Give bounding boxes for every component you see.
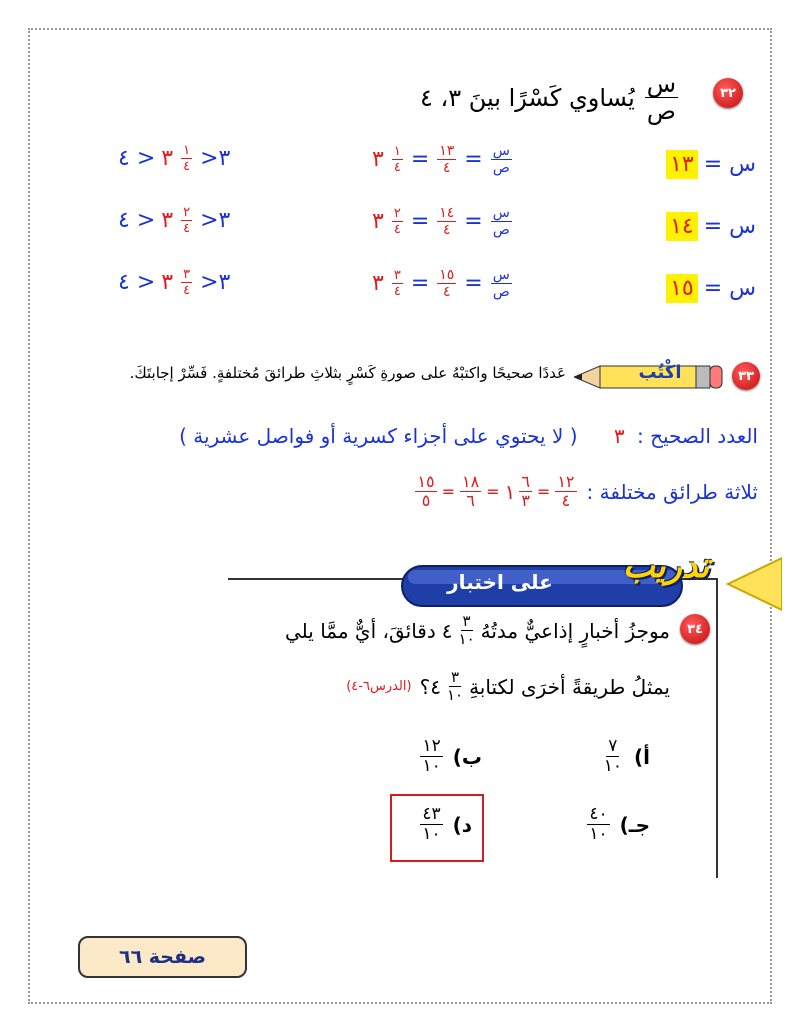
- q33-fraction-chain: $\frac{١٢}{٤}$ = $\frac{٦}{٣}$ ١ = $\frac{١٨}{٦}$ = $\frac{١٥}{٥}$: [417, 472, 575, 510]
- option-c-label: جـ): [619, 812, 650, 837]
- q33-frac-4-num: ١٥: [417, 472, 435, 491]
- answer-integer-value: ٣: [613, 424, 625, 448]
- eq-p: ص: [492, 284, 510, 300]
- mixed-num: ٢: [393, 206, 401, 221]
- q33-instruction: عَددًا صحيحًا واكتبْهُ على صورةِ كَسْرٍ بثلاثِ طرائقَ مُختلفةٍ. فَسِّرْ إجابتَكَ.: [129, 364, 566, 382]
- page-number-box: [78, 936, 247, 978]
- q34-line1-a: موجزُ أخبارٍ إذاعيٌّ مدتُهُ: [480, 618, 670, 643]
- q34-line1-num: ٣: [462, 612, 471, 630]
- q34-line1-b: دقائقَ، أيٌّ ممَّا يلي: [284, 618, 436, 643]
- q32-row-1-equation: $\frac{\text{س}}{\text{ص}}$ = $\frac{١٣}{٤}$ = $\frac{١}{٤}$ ٣: [372, 143, 510, 176]
- answer-label-integer: العدد الصحيح :: [636, 424, 758, 448]
- option-a-num: ٧: [608, 736, 618, 756]
- q32-statement-text: يُساوي كَسْرًا بينَ ٣، ٤: [420, 83, 635, 112]
- eq-s: س: [492, 267, 510, 283]
- option-b-num: ١٢: [422, 736, 441, 756]
- answer-note: ( لا يحتوي على أجزاء كسرية أو فواصل عشرية ): [179, 424, 578, 448]
- q32-row-3-equation: $\frac{\text{س}}{\text{ص}}$ = $\frac{١٥}{٤}$ = $\frac{٣}{٤}$ ٣: [372, 267, 510, 300]
- q32-row-2-s: [666, 212, 756, 241]
- ineq-whole: ٣: [161, 270, 174, 295]
- q34-line1: [285, 614, 670, 647]
- option-c[interactable]: [585, 806, 650, 843]
- q33-frac-1-num: ١٢: [557, 472, 575, 491]
- mixed-whole: ٣: [372, 209, 384, 234]
- ineq-left: ٤ >: [118, 146, 156, 171]
- mixed-den: ٤: [393, 284, 401, 299]
- s-value: ١٣: [666, 150, 698, 179]
- q32-row-3-inequality: [118, 268, 230, 297]
- option-c-den: ١٠: [589, 824, 608, 844]
- ineq-den: ٤: [183, 283, 191, 298]
- q33-frac-4-den: ٥: [421, 491, 431, 510]
- s-value: ١٤: [666, 212, 698, 241]
- page-number: صفحة ٦٦: [118, 946, 207, 968]
- q34-line2-den: ١٠: [446, 686, 464, 704]
- s-value: ١٥: [666, 274, 698, 303]
- s-label: س =: [703, 276, 756, 301]
- option-a-den: ١٠: [603, 756, 622, 776]
- q32-fraction: [645, 72, 678, 123]
- ineq-left: ٤ >: [118, 270, 156, 295]
- q32-row-2-equation: $\frac{\text{س}}{\text{ص}}$ = $\frac{١٤}{٤}$ = $\frac{٢}{٤}$ ٣: [372, 205, 510, 238]
- ineq-num: ١: [183, 143, 191, 158]
- ineq-num: ٣: [183, 267, 191, 282]
- q34-line2-a: يمثلُ طريقةً أخرَى لكتابةِ: [469, 674, 670, 699]
- option-c-num: ٤٠: [589, 804, 608, 824]
- lesson-reference: (الدرس٦-٤): [346, 679, 412, 694]
- question-number-33: ٣٣: [732, 362, 760, 390]
- option-b-label: ب): [452, 744, 482, 769]
- eq-num: ١٤: [439, 205, 455, 221]
- q33-frac-3-den: ٦: [466, 491, 475, 510]
- eq-p: ص: [492, 222, 510, 238]
- option-a[interactable]: [600, 738, 650, 775]
- q33-answer-line1: [179, 424, 758, 448]
- option-d[interactable]: [418, 806, 472, 843]
- question-number-34: ٣٤: [680, 614, 710, 644]
- banner-big-text: تدريب: [622, 546, 710, 586]
- mixed-whole: ٣: [372, 271, 384, 296]
- ineq-den: ٤: [183, 221, 191, 236]
- option-d-den: ١٠: [422, 824, 441, 844]
- option-b[interactable]: [418, 738, 482, 775]
- q33-answer-line2: [413, 474, 758, 509]
- option-d-num: ٤٣: [422, 804, 441, 824]
- eq-s: س: [492, 143, 510, 159]
- mixed-whole: ٣: [372, 147, 384, 172]
- q34-line2-tail: ؟: [419, 674, 431, 699]
- q33-mixed-whole: ١: [504, 479, 516, 504]
- eq-den: ٤: [443, 160, 451, 176]
- q34-line1-den: ١٠: [458, 630, 475, 648]
- q33-frac-2-den: ٣: [521, 491, 530, 510]
- ineq-whole: ٣: [161, 146, 174, 171]
- answer-label-ways: ثلاثة طرائق مختلفة :: [586, 479, 758, 504]
- q33-frac-3-num: ١٨: [461, 472, 480, 491]
- mixed-num: ١: [393, 144, 401, 159]
- q34-line2-num: ٣: [450, 668, 460, 686]
- eq-s: س: [492, 205, 510, 221]
- section-side-rule: [716, 578, 718, 878]
- option-d-label: د): [452, 812, 472, 837]
- q32-statement: [420, 72, 680, 123]
- s-label: س =: [703, 152, 756, 177]
- q32-row-3-s: [666, 274, 756, 303]
- ineq-num: ٢: [183, 205, 191, 220]
- s-label: س =: [703, 214, 756, 239]
- eq-num: ١٣: [439, 143, 455, 159]
- mixed-num: ٣: [393, 268, 401, 283]
- ineq-right: >٣: [200, 208, 231, 233]
- option-b-den: ١٠: [422, 756, 441, 776]
- q32-row-1-inequality: [118, 144, 230, 173]
- pencil-label: اكْتُب: [638, 362, 682, 383]
- ineq-whole: ٣: [161, 208, 174, 233]
- q32-frac-num: س: [646, 70, 677, 98]
- q32-row-2-inequality: [118, 206, 230, 235]
- q33-frac-2-num: ٦: [521, 472, 530, 491]
- q32-frac-den: ص: [646, 97, 676, 125]
- question-number-32: ٣٢: [713, 78, 743, 108]
- eq-p: ص: [492, 160, 510, 176]
- ineq-den: ٤: [183, 159, 191, 174]
- q34-line2: [346, 670, 670, 703]
- mixed-den: ٤: [393, 222, 401, 237]
- q34-line2-whole: ٤: [430, 674, 441, 699]
- ineq-left: ٤ >: [118, 208, 156, 233]
- eq-den: ٤: [443, 222, 451, 238]
- q34-line1-whole: ٤: [441, 618, 453, 643]
- eq-num: ١٥: [439, 267, 455, 283]
- option-a-label: أ): [634, 744, 650, 769]
- banner-small-text: على اختبار: [447, 570, 553, 594]
- q33-frac-1-den: ٤: [561, 491, 571, 510]
- ineq-right: >٣: [200, 270, 231, 295]
- eq-den: ٤: [443, 284, 451, 300]
- q32-row-1-s: [666, 150, 756, 179]
- ineq-right: >٣: [200, 146, 231, 171]
- mixed-den: ٤: [393, 160, 401, 175]
